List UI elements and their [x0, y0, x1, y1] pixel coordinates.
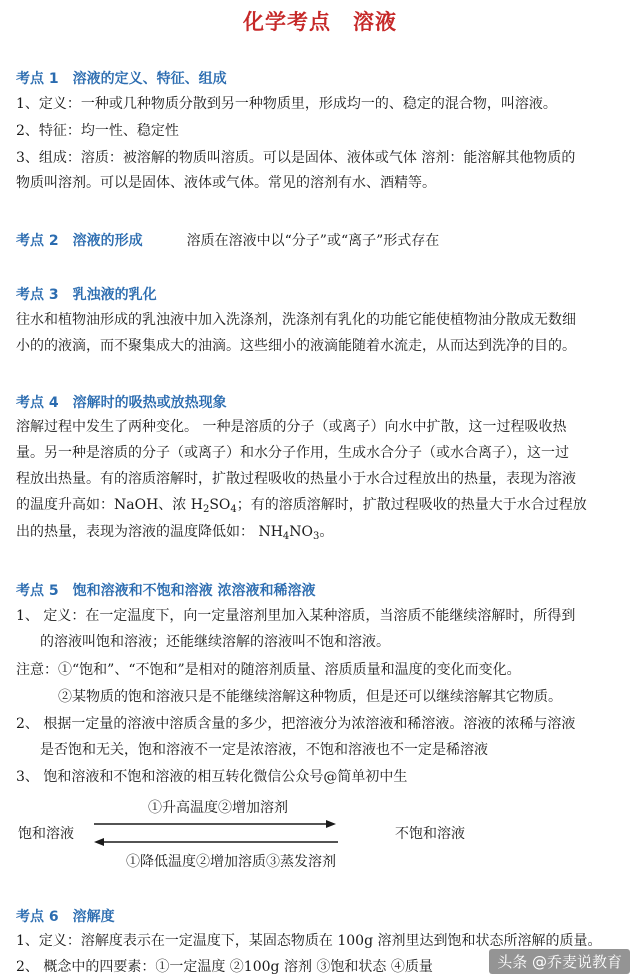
- section-2-note: 溶质在溶液中以“分子”或“离子”形式存在: [186, 233, 440, 249]
- s5-note-2: ②某物质的饱和溶液只是不能继续溶解这种物质，但是还可以继续溶解其它物质。: [58, 689, 562, 705]
- section-6-number: 考点 6: [16, 909, 59, 925]
- s4-line-3: 程放出热量。有的溶质溶解时，扩散过程吸收的热量小于水合过程放出的热量，表现为溶液: [16, 471, 576, 487]
- section-1-heading: [16, 68, 227, 88]
- section-2-number: 考点 2: [16, 233, 59, 249]
- s1-composition-2: 物质叫溶剂。可以是固体、液体或气体。常见的溶剂有水、酒精等。: [16, 175, 436, 191]
- backward-arrowhead: [94, 838, 104, 846]
- diagram-left-label: 饱和溶液: [18, 826, 74, 842]
- diagram-arrows: [88, 816, 344, 850]
- section-6-heading: [16, 906, 115, 926]
- s4-line-2: 量。另一种是溶质的分子（或离子）和水分子作用，生成水合分子（或水合离子），这一过: [16, 445, 569, 461]
- s5-line-1: 1、 定义：在一定温度下，向一定量溶剂里加入某种溶质，当溶质不能继续溶解时，所得到: [16, 608, 576, 624]
- s5-line-5: 2、 根据一定量的溶液中溶质含量的多少，把溶液分为浓溶液和稀溶液。溶液的浓稀与溶液: [16, 716, 576, 732]
- s1-feature: 2、特征：均一性、稳定性: [16, 123, 179, 139]
- section-2-title: 溶液的形成: [72, 233, 143, 249]
- diagram-bottom-label: ①降低温度②增加溶质③蒸发溶剂: [126, 854, 336, 870]
- s6-definition: 1、定义：溶解度表示在一定温度下，某固态物质在 100g 溶剂里达到饱和状态所溶解的质量。: [16, 933, 602, 949]
- section-4-number: 考点 4: [16, 395, 59, 411]
- s1-definition: 1、定义：一种或几种物质分散到另一种物质里，形成均一的、稳定的混合物，叫溶液。: [16, 96, 557, 112]
- s5-line-2: 的溶液叫饱和溶液；还能继续溶解的溶液叫不饱和溶液。: [40, 634, 390, 650]
- section-5-heading: [16, 580, 316, 600]
- watermark: 头条 @乔麦说教育: [489, 949, 630, 974]
- s4-line-1: 溶解过程中发生了两种变化。 一种是溶质的分子（或离子）向水中扩散，这一过程吸收热: [16, 419, 567, 435]
- section-3-heading: [16, 284, 157, 304]
- section-5-title: 饱和溶液和不饱和溶液 浓溶液和稀溶液: [72, 583, 316, 599]
- s1-composition-1: 3、组成：溶质：被溶解的物质叫溶质。可以是固体、液体或气体 溶剂：能溶解其他物质的: [16, 150, 576, 166]
- s5-line-6: 是否饱和无关，饱和溶液不一定是浓溶液，不饱和溶液也不一定是稀溶液: [40, 742, 488, 758]
- s5-note-1: 注意：①“饱和”、“不饱和”是相对的随溶剂质量、溶质质量和温度的变化而变化。: [16, 662, 521, 678]
- s4-line-5: 出的热量，表现为溶液的温度降低如： $NH_4NO_3$。: [16, 524, 334, 542]
- section-1-title: 溶液的定义、特征、组成: [72, 71, 227, 87]
- diagram-right-label: 不饱和溶液: [395, 826, 465, 842]
- diagram-top-label: ①升高温度②增加溶剂: [148, 800, 288, 816]
- s3-line-1: 往水和植物油形成的乳浊液中加入洗涤剂，洗涤剂有乳化的功能它能使植物油分散成无数细: [16, 312, 576, 328]
- s5-line-7: 3、 饱和溶液和不饱和溶液的相互转化微信公众号@简单初中生: [16, 769, 408, 785]
- section-5-number: 考点 5: [16, 583, 59, 599]
- forward-arrowhead: [326, 820, 336, 828]
- section-2-heading: [16, 230, 439, 250]
- section-3-number: 考点 3: [16, 287, 59, 303]
- section-4-heading: [16, 392, 227, 412]
- s4-line-4: 的温度升高如：NaOH、浓 $H_2SO_4$；有的溶质溶解时，扩散过程吸收的热量大于水合过程放: [16, 497, 587, 515]
- section-1-number: 考点 1: [16, 71, 59, 87]
- s6-elements: 2、 概念中的四要素：①一定温度 ②100g 溶剂 ③饱和状态 ④质量: [16, 959, 433, 975]
- s3-line-2: 小的的液滴，而不聚集成大的油滴。这些细小的液滴能随着水流走，从而达到洗净的目的。: [16, 338, 576, 354]
- section-4-title: 溶解时的吸热或放热现象: [72, 395, 227, 411]
- section-3-title: 乳浊液的乳化: [72, 287, 157, 303]
- page-title: 化学考点 溶液: [243, 10, 397, 34]
- section-6-title: 溶解度: [72, 909, 115, 925]
